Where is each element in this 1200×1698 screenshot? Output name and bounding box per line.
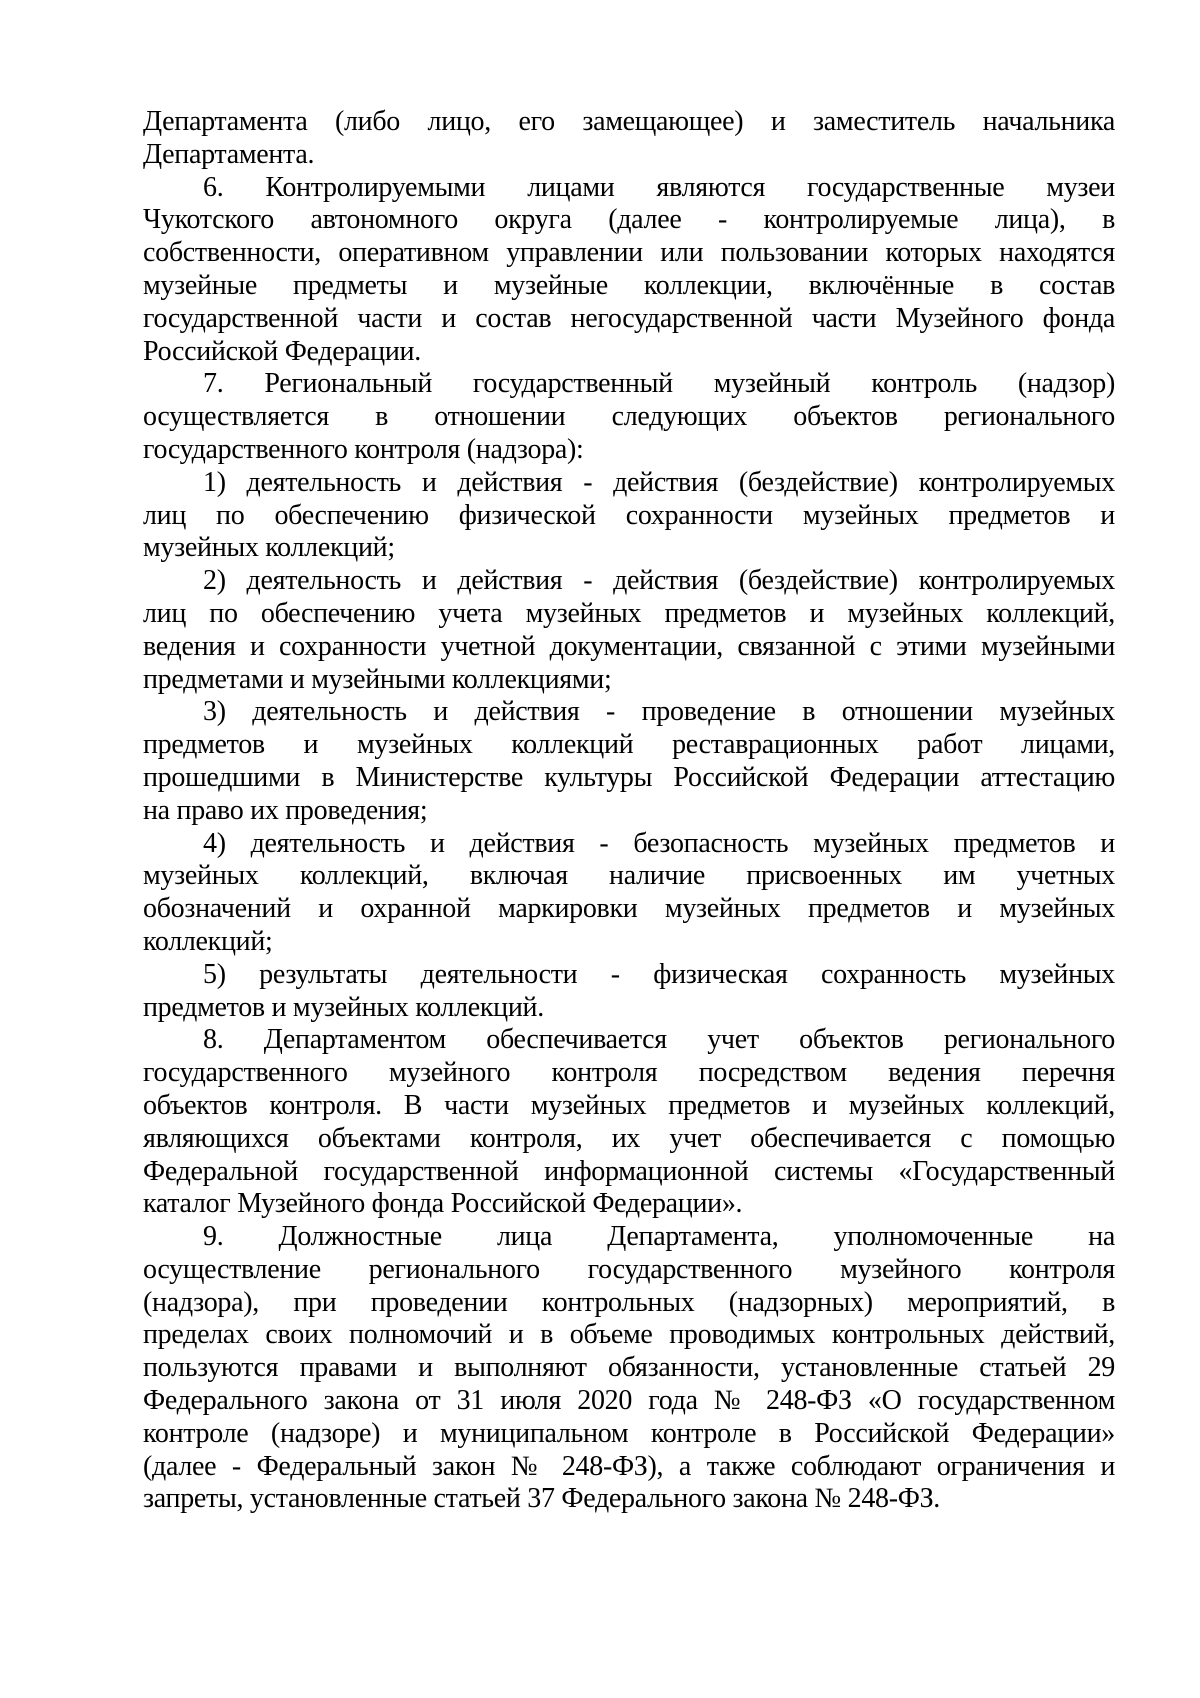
paragraph-subitem-2 [143,565,1115,696]
text-line: 7. Региональный государственный музейный контроль (надзор) [203,368,1115,400]
paragraph-subitem-3 [143,696,1115,827]
text-line: 5) результаты деятельности - физическая сохранность музейных [203,958,1115,990]
text-line: лиц по обеспечению физической сохранности музейных предметов и [143,499,1115,531]
text-line: 1) деятельность и действия - действия (бездействие) контролируемых [203,466,1115,498]
text-line: осуществляется в отношении следующих объектов регионального [143,401,1115,433]
text-line: предметов и музейных коллекций реставрационных работ лицами, [143,729,1115,761]
text-line: государственной части и состав негосударственной части Музейного фонда [143,302,1115,334]
text-line: Департамента. [143,138,315,170]
text-line: 3) деятельность и действия - проведение в отношении музейных [203,696,1115,728]
paragraph-item-7 [143,368,1115,466]
text-line: музейные предметы и музейные коллекции, включённые в состав [143,269,1115,301]
text-line: Департамента (либо лицо, его замещающее) и заместитель начальника [143,106,1115,137]
text-line: 9. Должностные лица Департамента, уполномоченные на [203,1221,1115,1253]
document-body [143,106,1115,1516]
text-line: Чукотского автономного округа (далее - контролируемые лица), в [143,204,1115,236]
text-line: на право их проведения; [143,794,428,826]
text-line: предметами и музейными коллекциями; [143,663,612,695]
text-line: музейных коллекций, включая наличие присвоенных им учетных [143,860,1115,892]
text-line: 8. Департаментом обеспечивается учет объектов регионального [203,1024,1115,1056]
text-line: Российской Федерации. [143,335,421,367]
text-line: объектов контроля. В части музейных предметов и музейных коллекций, [143,1089,1115,1121]
text-line: обозначений и охранной маркировки музейных предметов и музейных [143,893,1115,925]
text-line: каталог Музейного фонда Российской Федерации». [143,1188,743,1220]
text-line: лиц по обеспечению учета музейных предметов и музейных коллекций, [143,597,1115,629]
paragraph-subitem-5 [143,959,1115,1025]
text-line: ведения и сохранности учетной документации, связанной с этими музейными [143,630,1115,662]
text-line: осуществление регионального государственного музейного контроля [143,1253,1115,1285]
text-line: запреты, установленные статьей 37 Федерального закона № 248-ФЗ. [143,1483,940,1515]
text-line: (надзора), при проведении контрольных (надзорных) мероприятий, в [143,1286,1115,1318]
text-line: 2) деятельность и действия - действия (бездействие) контролируемых [203,565,1115,597]
text-line: пользуются правами и выполняют обязанности, установленные статьей 29 [143,1352,1115,1384]
paragraph-continuation [143,106,1115,172]
paragraph-item-8 [143,1024,1115,1221]
paragraph-subitem-4 [143,828,1115,959]
text-line: контроле (надзоре) и муниципальном контроле в Российской Федерации» [143,1417,1115,1449]
text-line: (далее - Федеральный закон № 248-ФЗ), а также соблюдают ограничения и [143,1450,1115,1482]
text-line: прошедшими в Министерстве культуры Российской Федерации аттестацию [143,761,1115,793]
text-line: пределах своих полномочий и в объеме проводимых контрольных действий, [143,1319,1115,1351]
paragraph-subitem-1 [143,467,1115,565]
paragraph-item-9 [143,1221,1115,1516]
text-line: являющихся объектами контроля, их учет обеспечивается с помощью [143,1122,1115,1154]
text-line: предметов и музейных коллекций. [143,991,544,1023]
text-line: Федерального закона от 31 июля 2020 года № 248-ФЗ «О государственном [143,1385,1115,1417]
paragraph-item-6 [143,172,1115,369]
text-line: государственного музейного контроля посредством ведения перечня [143,1057,1115,1089]
text-line: 6. Контролируемыми лицами являются государственные музеи [203,171,1115,203]
text-line: коллекций; [143,925,273,957]
text-line: государственного контроля (надзора): [143,433,584,465]
text-line: собственности, оперативном управлении или пользовании которых находятся [143,237,1115,269]
text-line: 4) деятельность и действия - безопасность музейных предметов и [203,827,1115,859]
text-line: музейных коллекций; [143,532,395,564]
text-line: Федеральной государственной информационной системы «Государственный [143,1155,1115,1187]
